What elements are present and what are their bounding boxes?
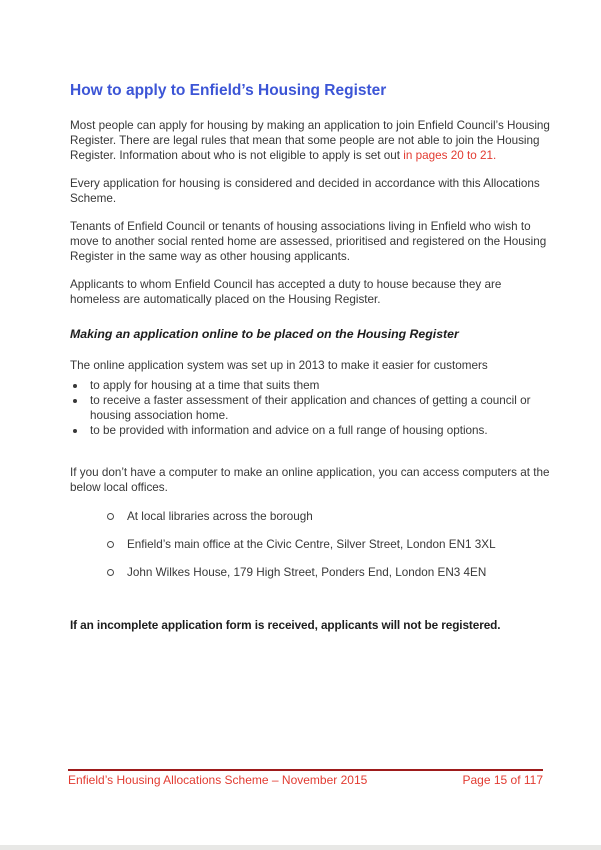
page-content (70, 0, 552, 633)
page-footer (68, 769, 543, 788)
list-item (70, 537, 552, 552)
paragraph-online-system: The online application system was set up in 2013 to make it easier for customers (70, 359, 488, 372)
circle-bullet-icon (107, 513, 114, 520)
incomplete-application-warning: If an incomplete application form is received, applicants will not be registered. (70, 618, 501, 632)
paragraph-no-computer: If you don’t have a computer to make an online application, you can access computers at the below local offices. (70, 466, 550, 494)
page-reference-red-text: in pages 20 to 21. (403, 149, 497, 162)
office-text: Enfield’s main office at the Civic Centre, Silver Street, London EN1 3XL (127, 538, 496, 551)
office-text: John Wilkes House, 179 High Street, Ponders End, London EN3 4EN (127, 566, 487, 579)
list-item (70, 378, 552, 393)
paragraph-homeless-duty: Applicants to whom Enfield Council has accepted a duty to house because they are homeless are automatically placed on the Housing Register. (70, 278, 502, 306)
bullet-text: to receive a faster assessment of their application and chances of getting a council or housing association home. (90, 394, 531, 422)
page-title: How to apply to Enfield’s Housing Register (70, 82, 387, 99)
bullet-icon (73, 384, 77, 388)
bullet-text: to apply for housing at a time that suits them (90, 379, 320, 392)
list-item (70, 393, 552, 423)
bullet-icon (73, 429, 77, 433)
bullet-icon (73, 399, 77, 403)
list-item (70, 509, 552, 524)
page-bottom-edge (0, 845, 601, 850)
bullet-text: to be provided with information and advice on a full range of housing options. (90, 424, 488, 437)
list-item (70, 565, 552, 580)
paragraph-tenants: Tenants of Enfield Council or tenants of housing associations living in Enfield who wish to move to another social rented home are assessed, prioritised and registered on the Housing Register in the same way as other housing applicants. (70, 220, 547, 263)
benefits-bullet-list (70, 378, 552, 438)
section-heading-online-application: Making an application online to be placed on the Housing Register (70, 327, 459, 341)
list-item (70, 423, 552, 438)
offices-bullet-list (70, 509, 552, 580)
paragraph-apply-intro (70, 118, 552, 163)
paragraph-every-application: Every application for housing is considered and decided in accordance with this Allocations Scheme. (70, 177, 540, 205)
office-text: At local libraries across the borough (127, 510, 313, 523)
footer-page-number: Page 15 of 117 (462, 773, 543, 787)
paragraph-apply-intro-text: Most people can apply for housing by making an application to join Enfield Council’s Housing Register. There are legal rules that mean that some people are not able to join the Housing Register. Information about who is not eligible to apply is set out (70, 119, 550, 162)
circle-bullet-icon (107, 569, 114, 576)
circle-bullet-icon (107, 541, 114, 548)
footer-document-title: Enfield’s Housing Allocations Scheme – November 2015 (68, 773, 368, 787)
